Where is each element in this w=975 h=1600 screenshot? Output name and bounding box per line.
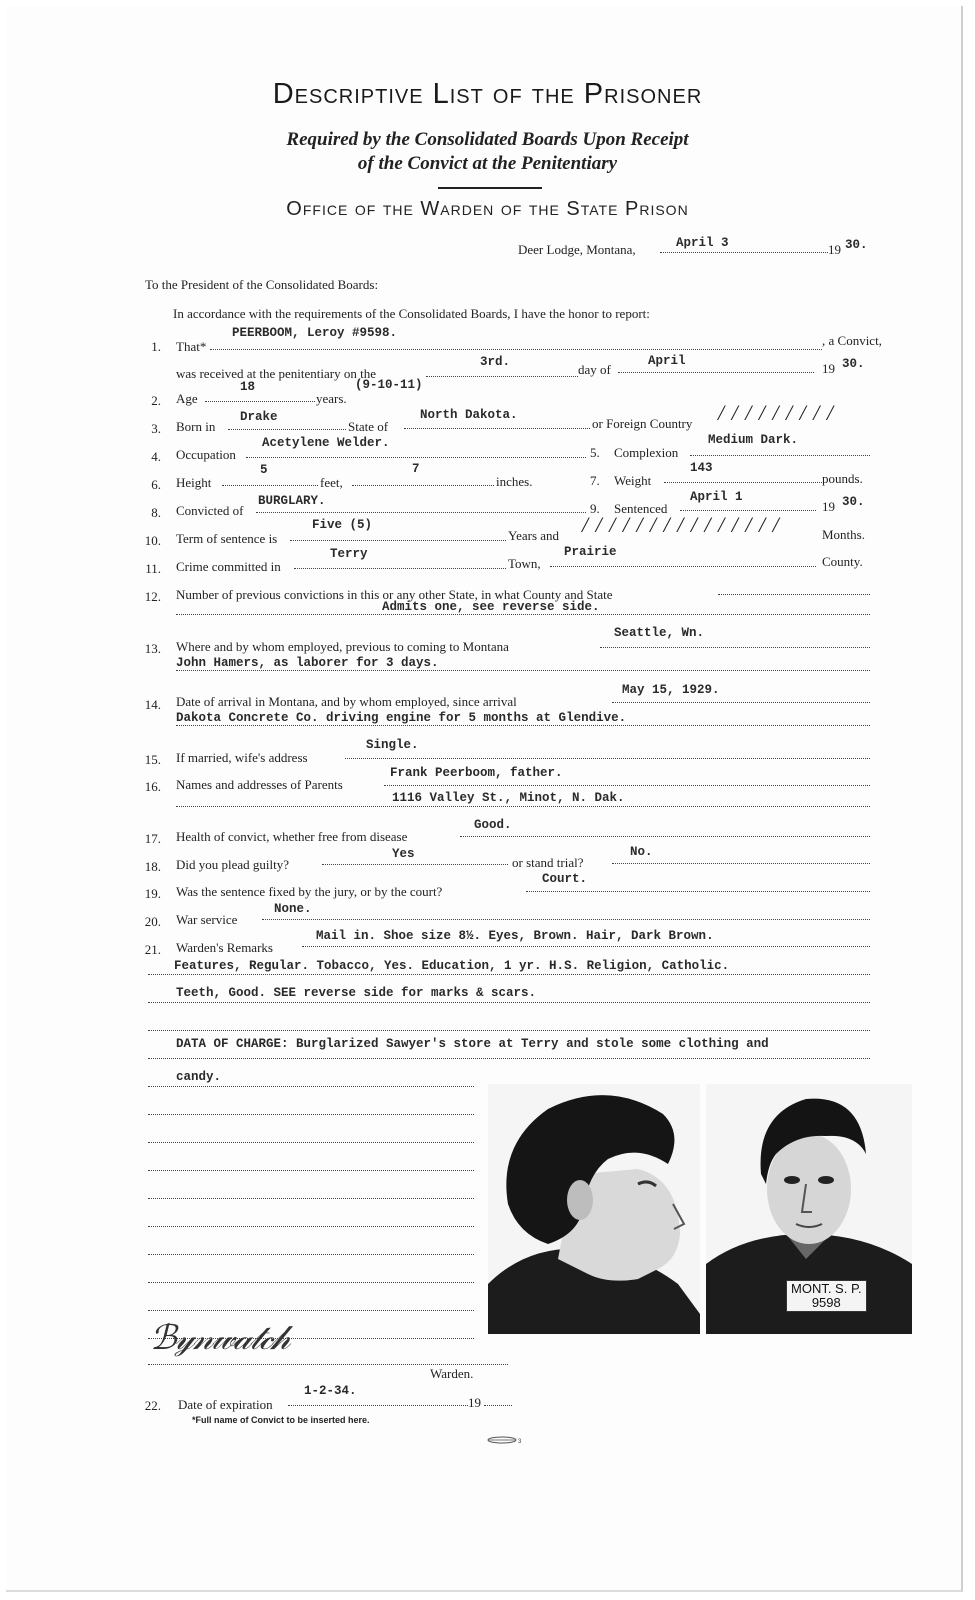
value-parents-2: 1116 Valley St., Minot, N. Dak.: [392, 791, 625, 805]
item-number: 1.: [151, 339, 161, 354]
label-crime: Crime committed in: [176, 559, 281, 574]
item-number: 9.: [590, 501, 600, 516]
item-number: 13.: [144, 641, 161, 656]
label-war-service: War service: [176, 912, 238, 927]
value-war-service: None.: [274, 902, 312, 916]
value-foreign-country: / / / / / / / / /: [718, 400, 835, 425]
label-years-and: Years and: [508, 528, 560, 543]
item-number: 21.: [144, 942, 161, 957]
label-stand-trial: or stand trial?: [512, 855, 584, 870]
label-state-of: State of: [348, 419, 389, 434]
footnote: *Full name of Convict to be inserted here.: [192, 1415, 370, 1425]
label-that: That*: [176, 339, 207, 354]
label-a-convict: , a Convict,: [822, 333, 882, 348]
value-crime-county: Prairie: [564, 545, 617, 559]
value-stand-trial: No.: [630, 845, 653, 859]
intro: In accordance with the requirements of the Consolidated Boards, I have the honor to report:: [173, 306, 650, 321]
item-number: 19.: [144, 886, 161, 901]
label-height: Height: [176, 475, 212, 490]
svg-text:3: 3: [518, 1439, 522, 1445]
value-remarks-3: Teeth, Good. SEE reverse side for marks & scars.: [176, 986, 537, 1000]
stamp-number: 9598: [811, 1295, 841, 1310]
label-married: If married, wife's address: [176, 750, 308, 765]
label-previous-convictions: Number of previous convictions in this or any other State, in what County and State: [176, 587, 613, 602]
item-number: 12.: [144, 589, 161, 604]
label-pounds: pounds.: [822, 471, 863, 486]
label-plead-guilty: Did you plead guilty?: [176, 857, 290, 872]
label-expiration-year-prefix: 19: [468, 1395, 481, 1410]
value-date-of-expiration: 1-2-34.: [304, 1384, 357, 1398]
dateline-year: 30.: [845, 238, 868, 252]
value-received-year: 30.: [842, 357, 865, 371]
value-convicted-of: BURGLARY.: [258, 494, 326, 508]
item-number: 3.: [151, 421, 161, 436]
label-feet: feet,: [320, 475, 343, 490]
item-number: 2.: [151, 393, 161, 408]
label-parents: Names and addresses of Parents: [176, 777, 343, 792]
value-previous-convictions: Admits one, see reverse side.: [382, 600, 600, 614]
value-term-years: Five (5): [312, 518, 373, 532]
item-number: 20.: [144, 914, 161, 929]
item-number: 18.: [144, 859, 161, 874]
value-born-in: Drake: [240, 410, 278, 424]
label-wardens-remarks: Warden's Remarks: [176, 940, 273, 955]
label-health: Health of convict, whether free from disease: [176, 829, 408, 844]
item-number: 7.: [590, 473, 600, 488]
front-photo: [706, 1084, 912, 1334]
value-height-inches: 7: [412, 462, 420, 476]
value-crime-town: Terry: [330, 547, 368, 561]
label-weight: Weight: [614, 473, 652, 488]
label-town: Town,: [508, 556, 541, 571]
label-complexion: Complexion: [614, 445, 679, 460]
value-sentenced: April 1: [690, 490, 743, 504]
item-number: 10.: [144, 533, 161, 548]
value-term-months: / / / / / / / / / / / / / / /: [582, 512, 780, 537]
value-weight: 143: [690, 461, 713, 475]
value-employed-2: John Hamers, as laborer for 3 days.: [176, 656, 439, 670]
label-day-of: day of: [578, 362, 611, 377]
value-state: North Dakota.: [420, 408, 518, 422]
label-arrival: Date of arrival in Montana, and by whom employed, since arrival: [176, 694, 517, 709]
item-number: 4.: [151, 449, 161, 464]
item-number: 17.: [144, 831, 161, 846]
salutation: To the President of the Consolidated Boards:: [145, 277, 379, 292]
printer-union-mark: [484, 1432, 524, 1445]
value-remarks-1: Mail in. Shoe size 8½. Eyes, Brown. Hair, Dark Brown.: [316, 929, 714, 943]
label-received: was received at the penitentiary on the: [176, 366, 376, 381]
label-inches: inches.: [496, 474, 533, 489]
document-subtitle: [0, 128, 975, 176]
value-plead-guilty: Yes: [392, 847, 415, 861]
item-number: 22.: [144, 1398, 161, 1413]
value-arrival-employer: Dakota Concrete Co. driving engine for 5 months at Glendive.: [176, 711, 627, 725]
label-county: County.: [822, 554, 863, 569]
subtitle-line-1: Required by the Consolidated Boards Upon Receipt: [286, 129, 689, 150]
label-warden: Warden.: [430, 1366, 474, 1381]
value-data-of-charge-2: candy.: [176, 1070, 222, 1084]
document-title: Descriptive List of the Prisoner: [272, 78, 703, 110]
profile-photo: [488, 1084, 700, 1334]
value-occupation: Acetylene Welder.: [262, 436, 390, 450]
header-rule: [438, 187, 542, 189]
value-dob: (9-10-11): [355, 378, 423, 392]
subtitle-line-2: of the Convict at the Penitentiary: [357, 153, 618, 174]
dateline-date: April 3: [676, 236, 729, 250]
profile-portrait-graphic: [488, 1084, 700, 1334]
value-complexion: Medium Dark.: [708, 433, 799, 447]
value-age: 18: [240, 380, 256, 394]
label-age: Age: [176, 391, 198, 406]
value-received-month: April: [648, 354, 686, 368]
label-years: years.: [316, 391, 347, 406]
label-occupation: Occupation: [176, 447, 236, 462]
value-married: Single.: [366, 738, 419, 752]
label-sentence-fixed: Was the sentence fixed by the jury, or by the court?: [176, 884, 443, 899]
item-number: 14.: [144, 697, 161, 712]
item-number: 16.: [144, 779, 161, 794]
item-number: 5.: [590, 445, 600, 460]
item-number: 8.: [151, 505, 161, 520]
printer-union-mark-graphic: [484, 1435, 524, 1445]
dateline-year-prefix: 19: [828, 242, 841, 257]
value-name: PEERBOOM, Leroy #9598.: [232, 326, 398, 340]
office-heading: Office of the Warden of the State Prison: [286, 198, 689, 220]
prison-stamp: [786, 1280, 867, 1312]
item-number: 15.: [144, 752, 161, 767]
label-convicted-of: Convicted of: [176, 503, 244, 518]
value-arrival-date: May 15, 1929.: [622, 683, 720, 697]
value-received-day: 3rd.: [480, 355, 511, 369]
dateline-place: Deer Lodge, Montana,: [518, 242, 636, 257]
value-parents-1: Frank Peerboom, father.: [390, 766, 563, 780]
value-sentence-fixed: Court.: [542, 872, 588, 886]
item-number: 6.: [151, 477, 161, 492]
value-employed-1: Seattle, Wn.: [614, 626, 705, 640]
label-date-of-expiration: Date of expiration: [178, 1397, 273, 1412]
label-months: Months.: [822, 527, 865, 542]
value-health: Good.: [474, 818, 512, 832]
stamp-line-1: MONT. S. P.: [791, 1281, 862, 1296]
label-term: Term of sentence is: [176, 531, 278, 546]
label-foreign-country: or Foreign Country: [592, 416, 693, 431]
value-height-feet: 5: [260, 463, 268, 477]
item-number: 11.: [145, 561, 161, 576]
label-sentenced-year-prefix: 19: [822, 499, 835, 514]
label-sentenced: Sentenced: [614, 501, 668, 516]
warden-signature: ℬ𝓎𝓃𝓌𝒶𝓉𝒸𝒽: [150, 1318, 289, 1358]
value-remarks-2: Features, Regular. Tobacco, Yes. Education, 1 yr. H.S. Religion, Catholic.: [174, 959, 730, 973]
label-born-in: Born in: [176, 419, 216, 434]
label-year-prefix: 19: [822, 361, 835, 376]
value-data-of-charge-1: DATA OF CHARGE: Burglarized Sawyer's store at Terry and stole some clothing and: [176, 1037, 769, 1051]
label-employed: Where and by whom employed, previous to coming to Montana: [176, 639, 509, 654]
value-sentenced-year: 30.: [842, 495, 865, 509]
